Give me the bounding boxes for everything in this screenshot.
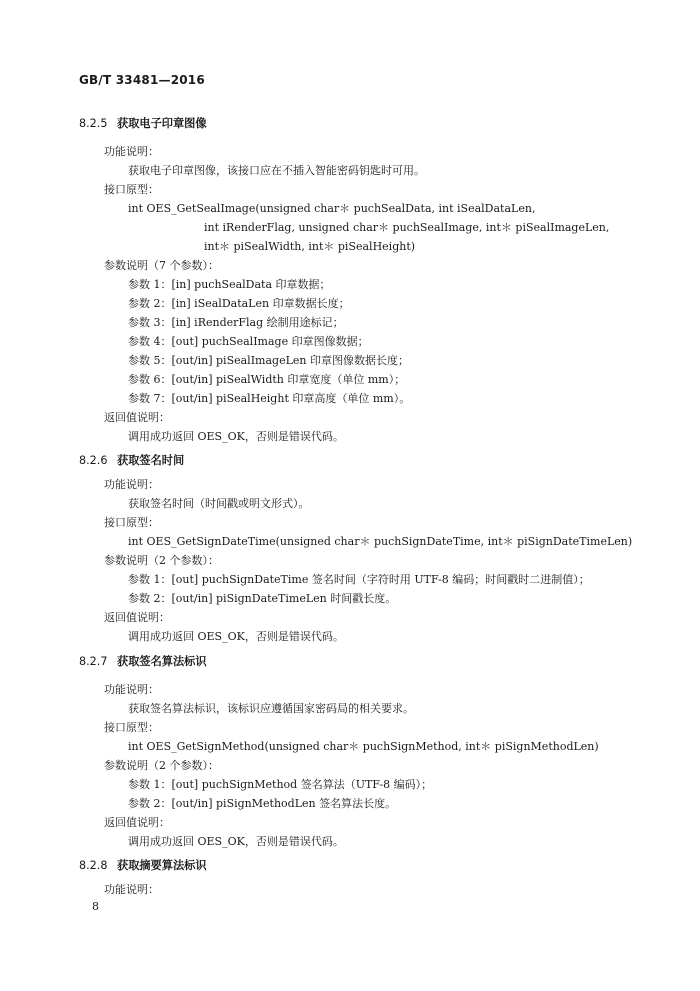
text-line: 返回值说明：: [104, 611, 170, 624]
section-number: 8.2.5: [79, 117, 108, 130]
text-line: 参数 2：[out/in] piSignMethodLen 签名算法长度。: [128, 797, 397, 810]
text-line: 参数 2：[in] iSealDataLen 印章数据长度；: [128, 297, 350, 310]
text-line: 参数 5：[out/in] piSealImageLen 印章图像数据长度；: [128, 354, 409, 367]
text-line: 功能说明：: [104, 478, 159, 491]
text-line: 参数 1：[out] puchSignDateTime 签名时间（字符时用 UTF-8 编码；时间戳时二进制值）；: [128, 573, 590, 586]
text-line: 参数 6：[out/in] piSealWidth 印章宽度（单位 mm）；: [128, 373, 406, 386]
section-number: 8.2.8: [79, 859, 108, 872]
text-line: 参数 1：[out] puchSignMethod 签名算法（UTF-8 编码）；: [128, 778, 433, 791]
page-number: 8: [92, 900, 99, 913]
text-line: 功能说明：: [104, 883, 159, 896]
text-line: 获取电子印章图像，该接口应在不插入智能密码钥匙时可用。: [128, 164, 425, 177]
section-heading: [79, 655, 207, 669]
text-line: int OES_GetSignDateTime(unsigned char＊ puchSignDateTime, int＊ piSignDateTimeLen): [128, 535, 633, 548]
section-heading: [79, 117, 207, 131]
text-line: 参数 7：[out/in] piSealHeight 印章高度（单位 mm）。: [128, 392, 411, 405]
text-line: 接口原型：: [104, 721, 159, 734]
text-line: 参数 1：[in] puchSealData 印章数据；: [128, 278, 331, 291]
text-line: 返回值说明：: [104, 816, 170, 829]
section-title: 获取签名时间: [117, 454, 185, 467]
text-line: 调用成功返回 OES_OK，否则是错误代码。: [128, 430, 344, 443]
text-line: int OES_GetSealImage(unsigned char＊ puchSealData, int iSealDataLen,: [128, 202, 536, 215]
text-line: 接口原型：: [104, 516, 159, 529]
section-number: 8.2.6: [79, 454, 108, 467]
text-line: 参数 3：[in] iRenderFlag 绘制用途标记；: [128, 316, 344, 329]
text-line: int OES_GetSignMethod(unsigned char＊ puchSignMethod, int＊ piSignMethodLen): [128, 740, 599, 753]
text-line: 获取签名算法标识，该标识应遵循国家密码局的相关要求。: [128, 702, 414, 715]
text-line: 参数说明（2 个参数）：: [104, 554, 219, 567]
text-line: 接口原型：: [104, 183, 159, 196]
text-line: 获取签名时间（时间戳或明文形式）。: [128, 497, 310, 510]
text-line: 调用成功返回 OES_OK，否则是错误代码。: [128, 835, 344, 848]
text-line: 参数说明（7 个参数）：: [104, 259, 219, 272]
text-line: 功能说明：: [104, 145, 159, 158]
section-title: 获取签名算法标识: [117, 655, 207, 668]
text-line: 参数说明（2 个参数）：: [104, 759, 219, 772]
text-line: 返回值说明：: [104, 411, 170, 424]
section-heading: [79, 454, 184, 468]
text-line: 参数 4：[out] puchSealImage 印章图像数据；: [128, 335, 369, 348]
standard-header: GB/T 33481—2016: [79, 73, 205, 87]
section-title: 获取摘要算法标识: [117, 859, 207, 872]
text-line: int iRenderFlag, unsigned char＊ puchSealImage, int＊ piSealImageLen,: [204, 221, 610, 234]
text-line: 参数 2：[out/in] piSignDateTimeLen 时间戳长度。: [128, 592, 397, 605]
section-heading: [79, 859, 207, 873]
section-number: 8.2.7: [79, 655, 108, 668]
section-title: 获取电子印章图像: [117, 117, 207, 130]
text-line: int＊ piSealWidth, int＊ piSealHeight): [204, 240, 416, 253]
text-line: 功能说明：: [104, 683, 159, 696]
text-line: 调用成功返回 OES_OK，否则是错误代码。: [128, 630, 344, 643]
